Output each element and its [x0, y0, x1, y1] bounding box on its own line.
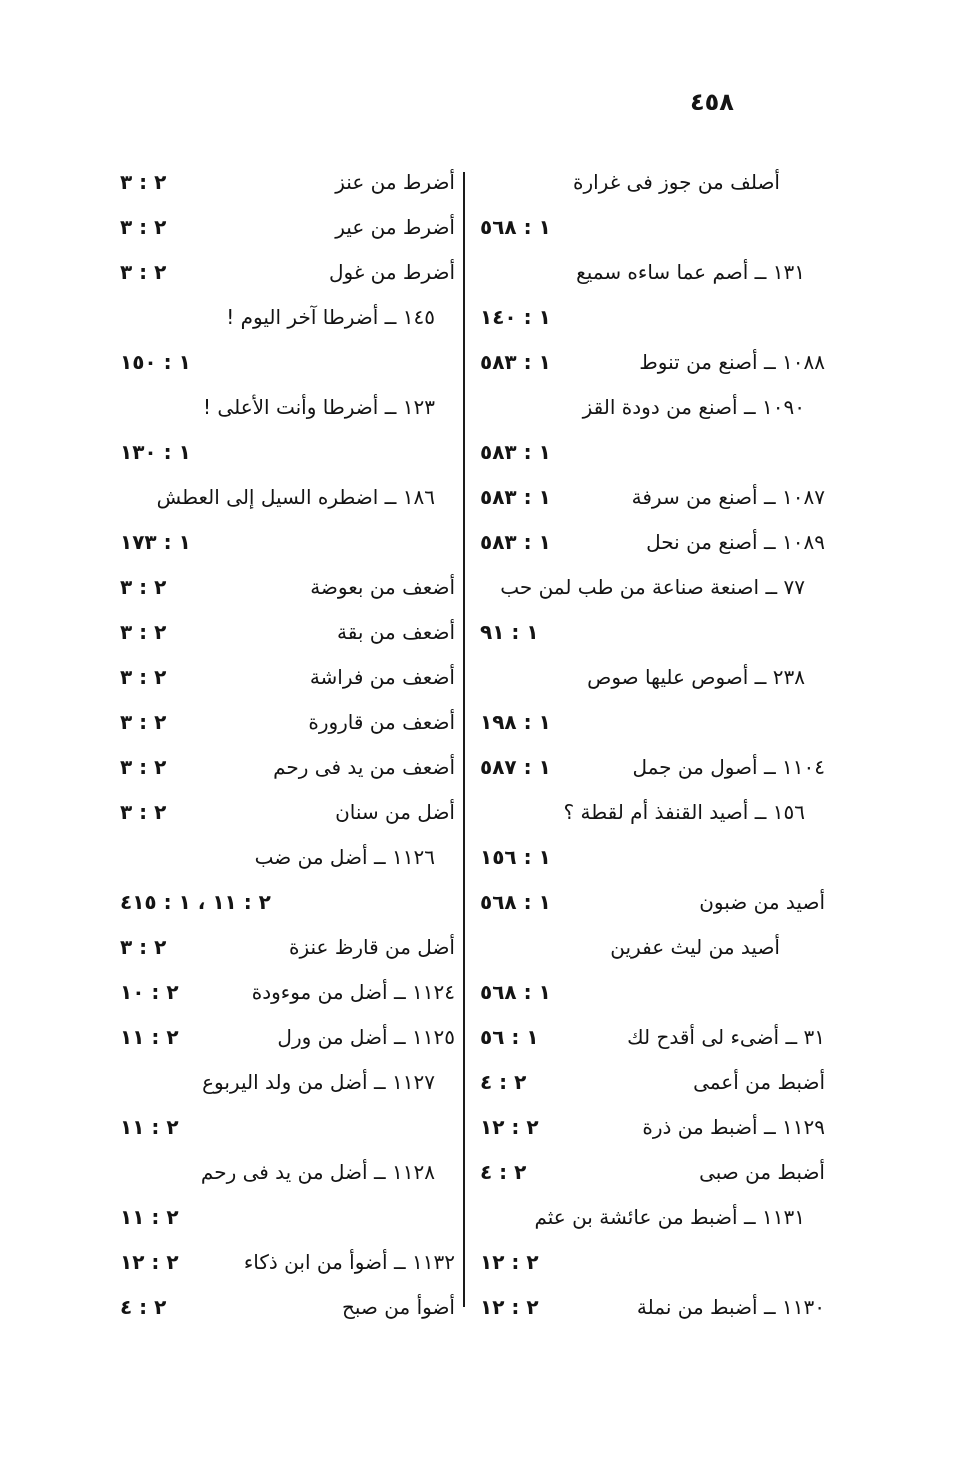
page-reference: ٢ : ١٠ [120, 980, 179, 1004]
index-entry [120, 1060, 455, 1105]
proverb-text: أصيد من ضبون [699, 890, 825, 914]
proverb-text: أضعف من قارورة [308, 710, 455, 734]
page-reference: ٢ : ١١ ، ١ : ٤١٥ [120, 890, 271, 914]
index-entry [120, 385, 455, 430]
index-entry [120, 1015, 455, 1060]
proverb-text: أضعف من بعوضة [310, 575, 455, 599]
index-entry [480, 1240, 825, 1285]
page-reference: ١ : ٥٨٣ [480, 530, 551, 554]
index-entry [480, 970, 825, 1015]
left-column [120, 160, 455, 1330]
index-entry [120, 970, 455, 1015]
index-entry [120, 745, 455, 790]
proverb-text: ٢٣٨ ــ أصوص عليها صوص [587, 665, 805, 689]
proverb-text: ١١٣١ ــ أضبط من عائشة بن عثم [534, 1205, 805, 1229]
page-reference: ٢ : ١٢ [480, 1295, 539, 1319]
proverb-text: ١١٢٦ ــ أضل من ضب [254, 845, 435, 869]
page-reference: ١ : ١٧٣ [120, 530, 191, 554]
proverb-text: أضل من قارظ عنزة [289, 935, 455, 959]
index-entry [480, 430, 825, 475]
page-reference: ١ : ٥٦٨ [480, 980, 551, 1004]
proverb-text: ١١٢٤ ــ أضل من موءودة [251, 980, 455, 1004]
column-divider [463, 172, 465, 1307]
proverb-text: أضعف من يد فى رحم [273, 755, 455, 779]
index-entry [480, 385, 825, 430]
index-entry [120, 1195, 455, 1240]
index-entry [480, 295, 825, 340]
right-column [480, 160, 825, 1330]
index-entry [480, 835, 825, 880]
page-number: ٤٥٨ [690, 88, 734, 116]
proverb-text: ١٢٣ ــ أضرطا وأنت الأعلى ! [203, 395, 435, 419]
index-entry [120, 790, 455, 835]
index-entry [120, 565, 455, 610]
index-entry [120, 655, 455, 700]
index-entry [480, 250, 825, 295]
index-entry [120, 340, 455, 385]
proverb-text: ١١٣٢ ــ أضوأ من ابن ذكاء [243, 1250, 455, 1274]
index-entry [120, 1105, 455, 1150]
page-reference: ١ : ٥٨٧ [480, 755, 551, 779]
page-reference: ٢ : ٣ [120, 215, 167, 239]
page-reference: ١ : ٥٦ [480, 1025, 539, 1049]
proverb-text: ١٠٨٨ ــ أصنع من تنوط [639, 350, 825, 374]
index-entry [480, 1150, 825, 1195]
proverb-text: ١١٢٥ ــ أضل من ورل [277, 1025, 455, 1049]
index-entry [480, 1195, 825, 1240]
proverb-text: أضوأ من صبح [341, 1295, 455, 1319]
page-reference: ١ : ٥٦٨ [480, 215, 551, 239]
index-entry [480, 1060, 825, 1105]
proverb-text: أضل من سنان [335, 800, 455, 824]
index-entry [480, 745, 825, 790]
page-reference: ٢ : ١١ [120, 1025, 179, 1049]
index-entry [120, 700, 455, 745]
index-entry [120, 250, 455, 295]
index-entry [480, 1105, 825, 1150]
index-entry [480, 610, 825, 655]
index-entry [480, 565, 825, 610]
proverb-text: أصلف من جوز فى غرارة [572, 170, 780, 194]
page-reference: ٢ : ٣ [120, 260, 167, 284]
proverb-text: ١٣١ ــ أصم عما ساءه سميع [576, 260, 805, 284]
index-entry [120, 925, 455, 970]
page-reference: ٢ : ١١ [120, 1205, 179, 1229]
index-entry [480, 1285, 825, 1330]
page-reference: ١ : ٥٨٣ [480, 440, 551, 464]
proverb-text: أصيد من ليث عفرين [610, 935, 780, 959]
proverb-text: ١٠٨٧ ــ أصنع من سرفة [631, 485, 825, 509]
proverb-text: أضعف من بقة [337, 620, 455, 644]
index-entry [480, 925, 825, 970]
proverb-text: ١٠٨٩ ــ أصنع من نحل [646, 530, 825, 554]
proverb-text: ١١٢٧ ــ أضل من ولد اليربوع [202, 1070, 435, 1094]
proverb-text: ١١٣٠ ــ أضبط من نملة [636, 1295, 825, 1319]
proverb-text: ٣١ ــ أضىء لى أقدح لك [627, 1025, 825, 1049]
proverb-text: ٧٧ ــ اصنعة صناعة من طب لمن حب [500, 575, 805, 599]
proverb-text: ١٨٦ ــ اضطره السيل إلى العطش [156, 485, 435, 509]
proverb-text: ١٤٥ ــ أضرطا آخر اليوم ! [226, 305, 435, 329]
proverb-text: أضرط من عير [335, 215, 455, 239]
index-entry [480, 520, 825, 565]
proverb-text: أضبط من أعمى [693, 1070, 825, 1094]
index-entry [120, 1240, 455, 1285]
proverb-text: أضرط من عنز [335, 170, 455, 194]
page-reference: ٢ : ٣ [120, 800, 167, 824]
page-reference: ١ : ١٥٠ [120, 350, 191, 374]
index-entry [480, 1015, 825, 1060]
page-reference: ٢ : ٣ [120, 170, 167, 194]
index-entry [480, 160, 825, 205]
index-entry [120, 430, 455, 475]
page-reference: ١ : ١٣٠ [120, 440, 191, 464]
page-reference: ٢ : ٣ [120, 755, 167, 779]
page-reference: ٢ : ٣ [120, 575, 167, 599]
proverb-text: ١٥٦ ــ أصيد القنفذ أم لقطة ؟ [563, 800, 805, 824]
proverb-text: أضبط من صبى [699, 1160, 825, 1184]
index-entry [120, 520, 455, 565]
index-entry [120, 1150, 455, 1195]
page-reference: ١ : ٥٨٣ [480, 350, 551, 374]
index-entry [120, 610, 455, 655]
index-entry [480, 340, 825, 385]
index-entry [120, 880, 455, 925]
page-reference: ١ : ٥٦٨ [480, 890, 551, 914]
index-entry [480, 880, 825, 925]
proverb-text: أضعف من فراشة [309, 665, 455, 689]
page-reference: ٢ : ٤ [120, 1295, 167, 1319]
index-entry [120, 475, 455, 520]
proverb-text: ١٠٩٠ ــ أصنع من دودة القز [582, 395, 805, 419]
index-entry [120, 1285, 455, 1330]
page-reference: ٢ : ١٢ [480, 1115, 539, 1139]
proverb-text: ١١٢٨ ــ أضل من يد فى رحم [200, 1160, 435, 1184]
proverb-text: ١١٠٤ ــ أصول من جمل [632, 755, 825, 779]
page-reference: ٢ : ٣ [120, 935, 167, 959]
page-reference: ٢ : ١١ [120, 1115, 179, 1139]
index-entry [480, 205, 825, 250]
page-reference: ٢ : ٣ [120, 710, 167, 734]
page-reference: ١ : ١٤٠ [480, 305, 551, 329]
index-entry [120, 835, 455, 880]
page-reference: ٢ : ١٢ [480, 1250, 539, 1274]
page-reference: ١ : ٥٨٣ [480, 485, 551, 509]
page-reference: ٢ : ٤ [480, 1070, 527, 1094]
page-reference: ٢ : ٣ [120, 665, 167, 689]
page-reference: ٢ : ١٢ [120, 1250, 179, 1274]
page-reference: ١ : ١٥٦ [480, 845, 551, 869]
index-entry [480, 655, 825, 700]
page-reference: ١ : ١٩٨ [480, 710, 551, 734]
proverb-text: أضرط من غول [328, 260, 455, 284]
index-entry [480, 700, 825, 745]
index-entry [120, 205, 455, 250]
index-entry [480, 475, 825, 520]
index-entry [120, 295, 455, 340]
index-entry [120, 160, 455, 205]
page-reference: ٢ : ٣ [120, 620, 167, 644]
page-reference: ١ : ٩١ [480, 620, 539, 644]
index-entry [480, 790, 825, 835]
page-reference: ٢ : ٤ [480, 1160, 527, 1184]
proverb-text: ١١٢٩ ــ أضبط من ذرة [642, 1115, 825, 1139]
